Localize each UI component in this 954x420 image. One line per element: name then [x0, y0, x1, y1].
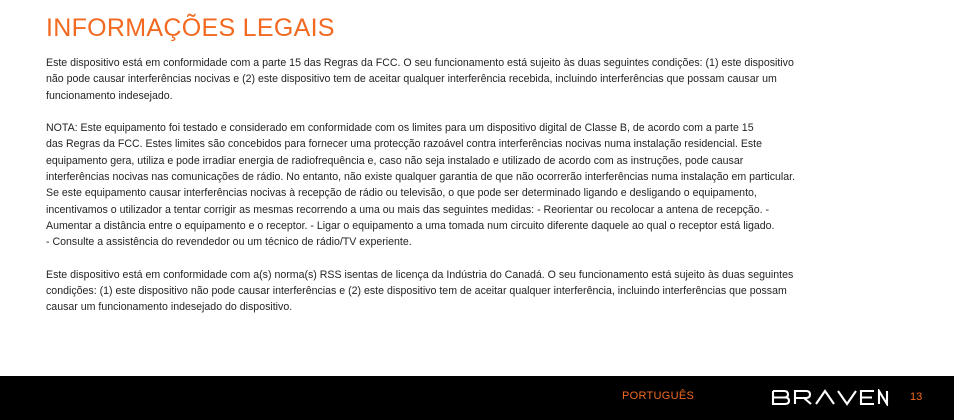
- fcc-note-paragraph: [46, 120, 886, 250]
- text-line: interferências nocivas nas comunicações de rádio. No entanto, não existe qualquer garantia de que não ocorrerão interferências numa instalação em particular.: [46, 171, 796, 184]
- braven-logo: [771, 389, 889, 406]
- fcc-compliance-paragraph: [46, 55, 886, 104]
- page-title: INFORMAÇÕES LEGAIS: [46, 14, 335, 42]
- text-line: condições: (1) este dispositivo não pode causar interferências e (2) este dispositivo tem de aceitar qualquer interferência, incluindo interferências que possam: [46, 285, 787, 298]
- text-line: funcionamento indesejado.: [46, 89, 173, 102]
- page-number: 13: [910, 391, 923, 403]
- text-line: - Consulte a assistência do revendedor ou um técnico de rádio/TV experiente.: [46, 236, 412, 249]
- text-line: Este dispositivo está em conformidade com a(s) norma(s) RSS isentas de licença da Indústria do Canadá. O seu funcionamento está sujeito às duas seguintes: [46, 268, 794, 281]
- text-line: Se este equipamento causar interferências nocivas à recepção de rádio ou televisão, o que pode ser determinado ligando e desligando o equipamento,: [46, 187, 757, 200]
- canada-rss-paragraph: [46, 267, 886, 316]
- page-footer: [0, 376, 954, 420]
- text-line: das Regras da FCC. Estes limites são concebidos para fornecer uma protecção razoável contra interferências nocivas numa instalação residencial. Este: [46, 138, 763, 151]
- text-line: não pode causar interferências nocivas e (2) este dispositivo tem de aceitar qualquer interferência recebida, incluindo interferências que possam causar um: [46, 73, 777, 86]
- text-line: Aumentar a distância entre o equipamento e o receptor. - Ligar o equipamento a uma tomada num circuito diferente daquele ao qual o receptor está ligado.: [46, 219, 775, 232]
- text-line: equipamento gera, utiliza e pode irradiar energia de radiofrequência e, caso não seja instalado e utilizado de acordo com as instruções, pode causar: [46, 154, 744, 167]
- text-line: NOTA: Este equipamento foi testado e considerado em conformidade com os limites para um dispositivo digital de Classe B, de acordo com a parte 15: [46, 122, 754, 135]
- language-label: PORTUGUÊS: [622, 390, 695, 402]
- text-line: incentivamos o utilizador a tentar corrigir as mesmas recorrendo a uma ou mais das seguintes medidas: - Reorientar ou recolocar a antena de recepção. -: [46, 203, 770, 216]
- text-line: causar um funcionamento indesejado do dispositivo.: [46, 301, 293, 314]
- legal-text: [46, 55, 886, 332]
- text-line: Este dispositivo está em conformidade com a parte 15 das Regras da FCC. O seu funcionamento está sujeito às duas seguintes condições: (1) este dispositivo: [46, 57, 794, 69]
